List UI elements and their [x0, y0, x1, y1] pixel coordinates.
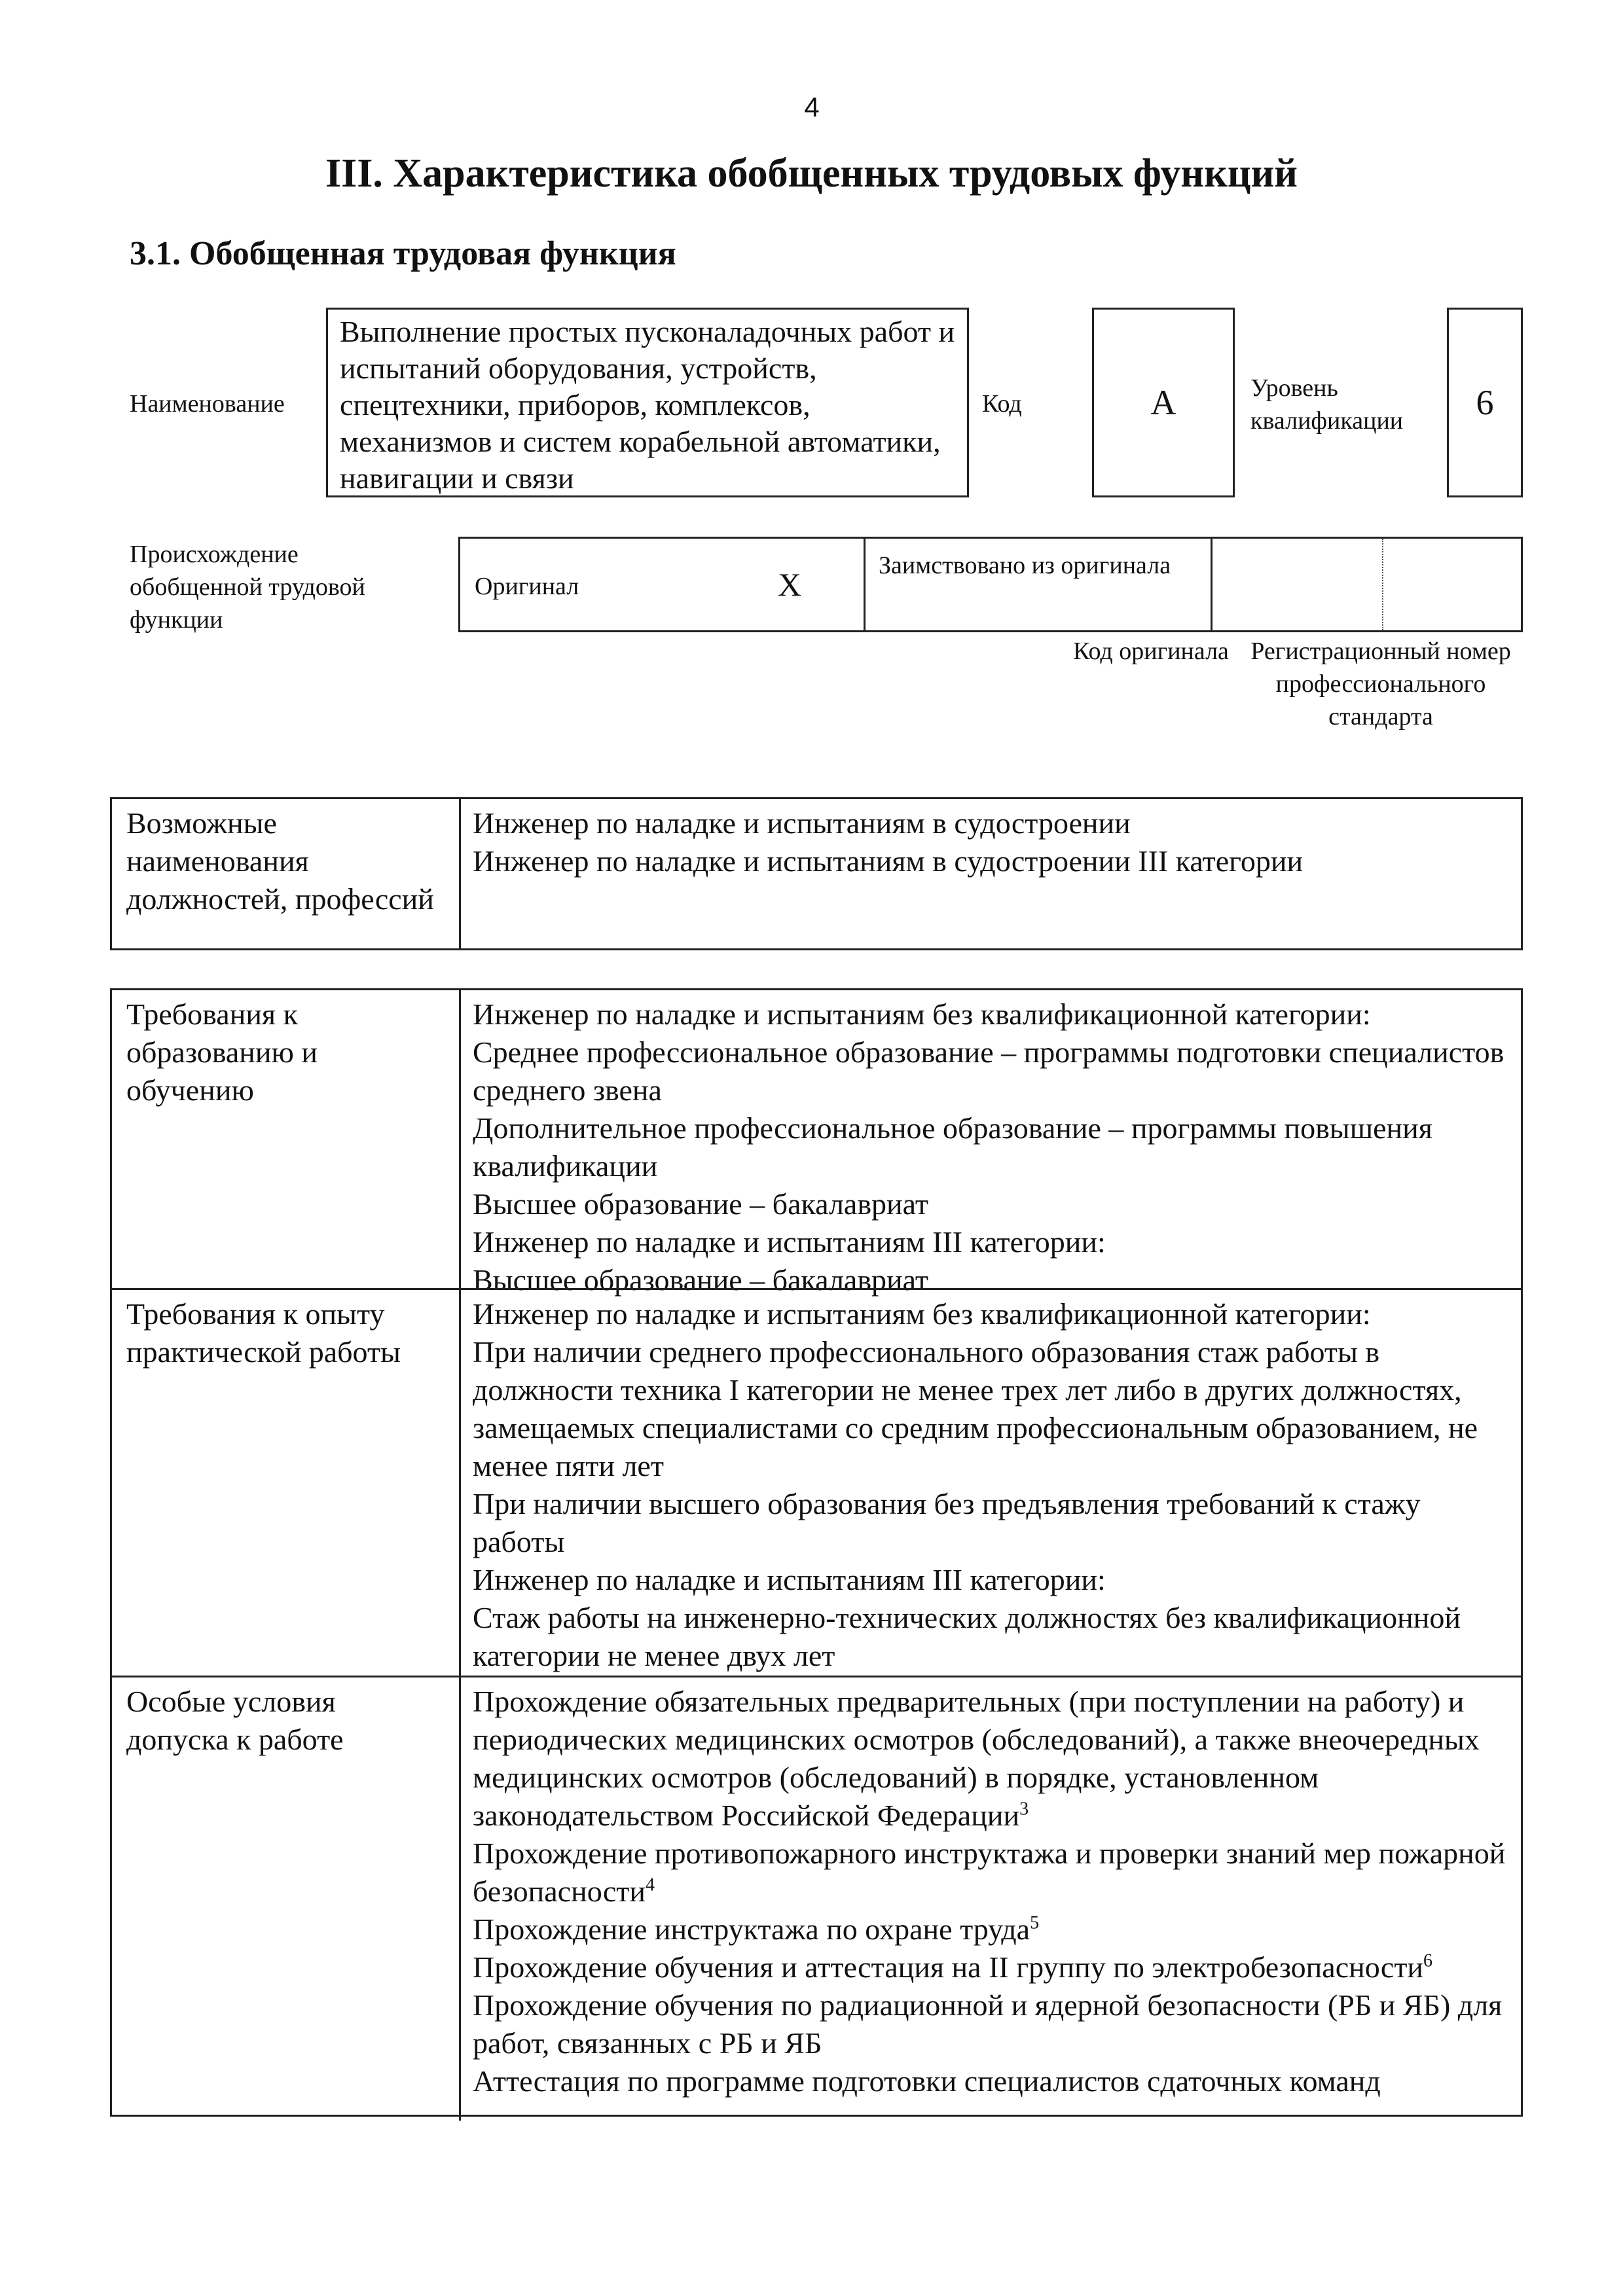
req-line: При наличии среднего профессионального образования стаж работы в должности техника I категории не менее трех лет либо в других должностях, замещаемых специалистами со средним профессиональным образованием, не менее пяти лет: [473, 1335, 1478, 1482]
education-row: [112, 990, 1521, 1297]
req-line: При наличии высшего образования без предъявления требований к стажу работы: [473, 1487, 1421, 1558]
footnote-ref: 3: [1019, 1799, 1029, 1820]
special-conditions-row: [112, 1676, 1521, 2121]
subsection-title: 3.1. Обобщенная трудовая функция: [130, 235, 676, 272]
footnote-ref: 4: [646, 1874, 655, 1895]
req-line: Инженер по наладке и испытаниям без квалификационной категории:: [473, 1297, 1371, 1331]
req-line: Прохождение инструктажа по охране труда$^5$: [473, 1912, 1040, 1946]
code-value-box: A: [1092, 308, 1235, 497]
req-line: Стаж работы на инженерно-технических должностях без квалификационной категории не менее двух лет: [473, 1601, 1461, 1672]
positions-values: [459, 799, 1521, 948]
footnote-ref: 6: [1423, 1950, 1433, 1971]
section-title: III. Характеристика обобщенных трудовых функций: [325, 151, 1298, 196]
code-original-caption: Код оригинала: [1073, 637, 1229, 665]
borrowed-label: Заимствовано из оригинала: [864, 539, 1211, 630]
req-line: Высшее образование – бакалавриат: [473, 1263, 928, 1297]
experience-row: [112, 1288, 1521, 1677]
origin-original-cell: [460, 539, 716, 630]
special-conditions-values: [459, 1677, 1521, 2121]
position-line: Инженер по наладке и испытаниям в судостроении III категории: [473, 844, 1304, 878]
original-mark: X: [777, 566, 802, 603]
req-line: Среднее профессиональное образование – программы подготовки специалистов среднего звена: [473, 1035, 1504, 1107]
footnote-ref: 5: [1030, 1912, 1040, 1933]
req-line: Инженер по наладке и испытаниям III категории:: [473, 1563, 1106, 1596]
experience-label: Требования к опыту практической работы: [126, 1297, 401, 1369]
req-line: Прохождение обязательных предварительных (при поступлении на работу) и периодических медицинских осмотров (обследований), а также внеочередных медицинских осмотров (обследований) в порядке, установленном законодательством Российской Федерации$^3$: [473, 1685, 1480, 1832]
req-line: Дополнительное профессиональное образование – программы повышения квалификации: [473, 1111, 1432, 1183]
name-label: Наименование: [130, 390, 285, 418]
education-values: [459, 990, 1521, 1297]
requirements-table: [110, 988, 1523, 2117]
origin-code-cell: [1211, 539, 1382, 630]
original-label: Оригинал: [475, 573, 579, 600]
req-line: Прохождение обучения и аттестация на II группу по электробезопасности$^6$: [473, 1950, 1433, 1984]
req-line: Инженер по наладке и испытаниям без квалификационной категории:: [473, 997, 1371, 1031]
reg-number-cell: [1382, 539, 1525, 630]
code-label: Код: [982, 390, 1022, 418]
level-value-box: 6: [1447, 308, 1523, 497]
reg-number-caption: Регистрационный номер профессионального стандарта: [1250, 637, 1511, 730]
special-conditions-label: Особые условия допуска к работе: [126, 1685, 344, 1756]
positions-table: [110, 797, 1523, 950]
experience-values: [459, 1290, 1521, 1677]
req-line: Аттестация по программе подготовки специалистов сдаточных команд: [473, 2064, 1381, 2098]
level-label: Уровень квалификации: [1250, 374, 1404, 435]
req-line: Инженер по наладке и испытаниям III категории:: [473, 1225, 1106, 1259]
positions-label: Возможные наименования должностей, профессий: [126, 806, 434, 916]
req-line: Прохождение обучения по радиационной и ядерной безопасности (РБ и ЯБ) для работ, связанных с РБ и ЯБ: [473, 1988, 1503, 2060]
page-number: 4: [804, 92, 820, 122]
position-line: Инженер по наладке и испытаниям в судостроении: [473, 806, 1131, 840]
origin-table: [458, 537, 1523, 632]
function-name-box: Выполнение простых пусконаладочных работ и испытаний оборудования, устройств, спецтехники, приборов, комплексов, механизмов и систем корабельной автоматики, навигации и связи: [326, 308, 969, 497]
req-line: Высшее образование – бакалавриат: [473, 1187, 928, 1221]
education-label: Требования к образованию и обучению: [126, 997, 318, 1107]
origin-label: Происхождение обобщенной трудовой функции: [130, 541, 365, 634]
req-line: Прохождение противопожарного инструктажа и проверки знаний мер пожарной безопасности$^4$: [473, 1837, 1506, 1908]
